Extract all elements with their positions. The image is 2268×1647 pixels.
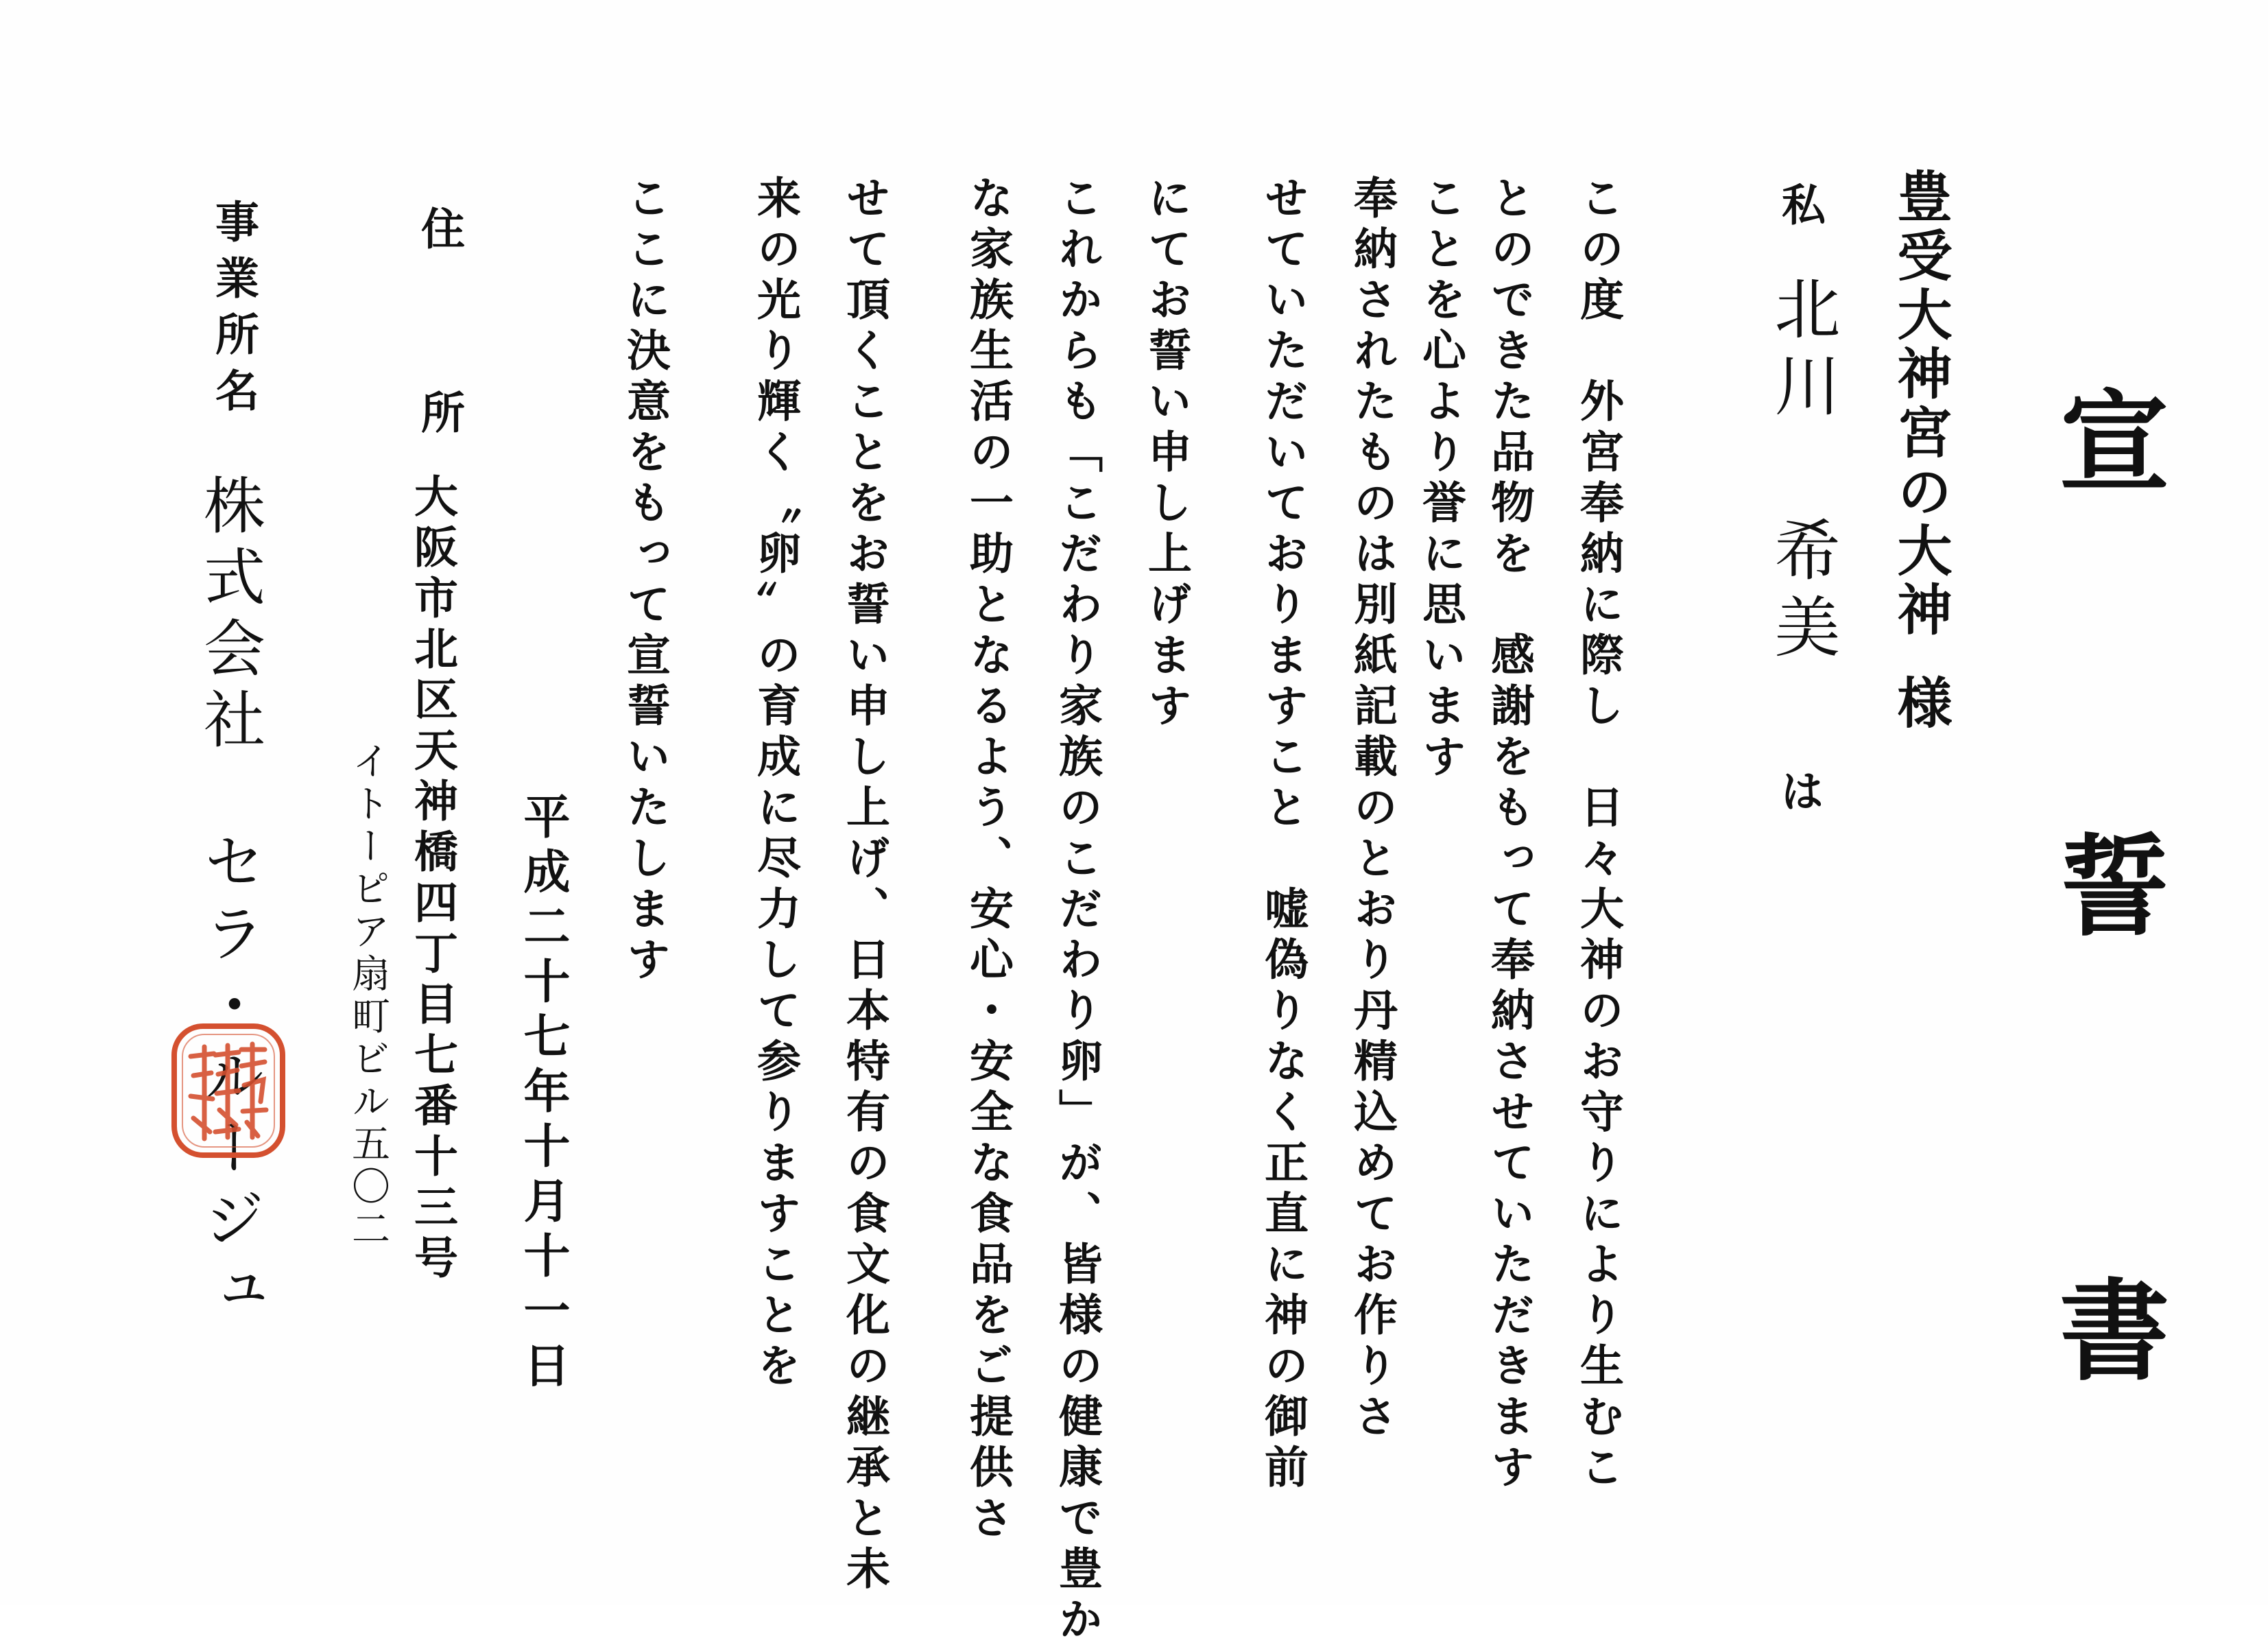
body-line-4: 奉納されたものは別紙記載のとおり丹精込めてお作りさ [1346, 175, 1398, 1444]
body-line-8: な家族生活の一助となるよう、安心・安全な食品をご提供さ [962, 175, 1014, 1545]
body-line-7: これからも「こだわり家族のこだわり卵」が、皆様の健康で豊か [1051, 175, 1103, 1647]
address-label: 住 所 [414, 206, 465, 482]
body-line-9: せて頂くことをお誓い申し上げ、日本特有の食文化の継承と未 [839, 175, 890, 1596]
document-title: 宣 誓 書 [2041, 384, 2170, 1486]
address-line-2: イトーピア扇町ビル五〇二 [346, 741, 390, 1251]
company-seal-stamp [170, 1022, 287, 1159]
company-name: 株式会社 セラ・ルージュ [193, 473, 265, 1329]
document-date: 平成二十七年十月十一日 [516, 792, 571, 1396]
business-label: 事業所名 [208, 199, 259, 424]
addressee-name: 豊受大神宮の大神 [1888, 168, 1953, 640]
body-line-3: ことを心より誉に思います [1415, 175, 1466, 784]
body-line-11: ここに決意をもって宣誓いたします [619, 175, 671, 987]
body-line-2: とのできた品物を 感謝をもって奉納させていただきます [1483, 175, 1535, 1495]
body-line-1: この度 外宮奉納に際し 日々大神のお守りにより生むこ [1573, 175, 1624, 1495]
addressee-honorific: 様 [1888, 674, 1953, 733]
declarant-name: 北川 希美 [1764, 274, 1841, 670]
addressee [1888, 168, 1953, 733]
body-line-6: にてお誓い申し上げます [1141, 175, 1192, 733]
body-line-10: 来の光り輝く〝卵〟の育成に尽力して参りますことを [750, 175, 801, 1393]
address-line-1: 大阪市北区天神橋四丁目七番十三号 [407, 473, 458, 1285]
body-line-5: せていただいておりますこと 嘘偽りなく正直に神の御前 [1257, 175, 1309, 1495]
declarant-particle: は [1773, 768, 1824, 819]
declarant-prefix: 私 [1774, 182, 1826, 233]
